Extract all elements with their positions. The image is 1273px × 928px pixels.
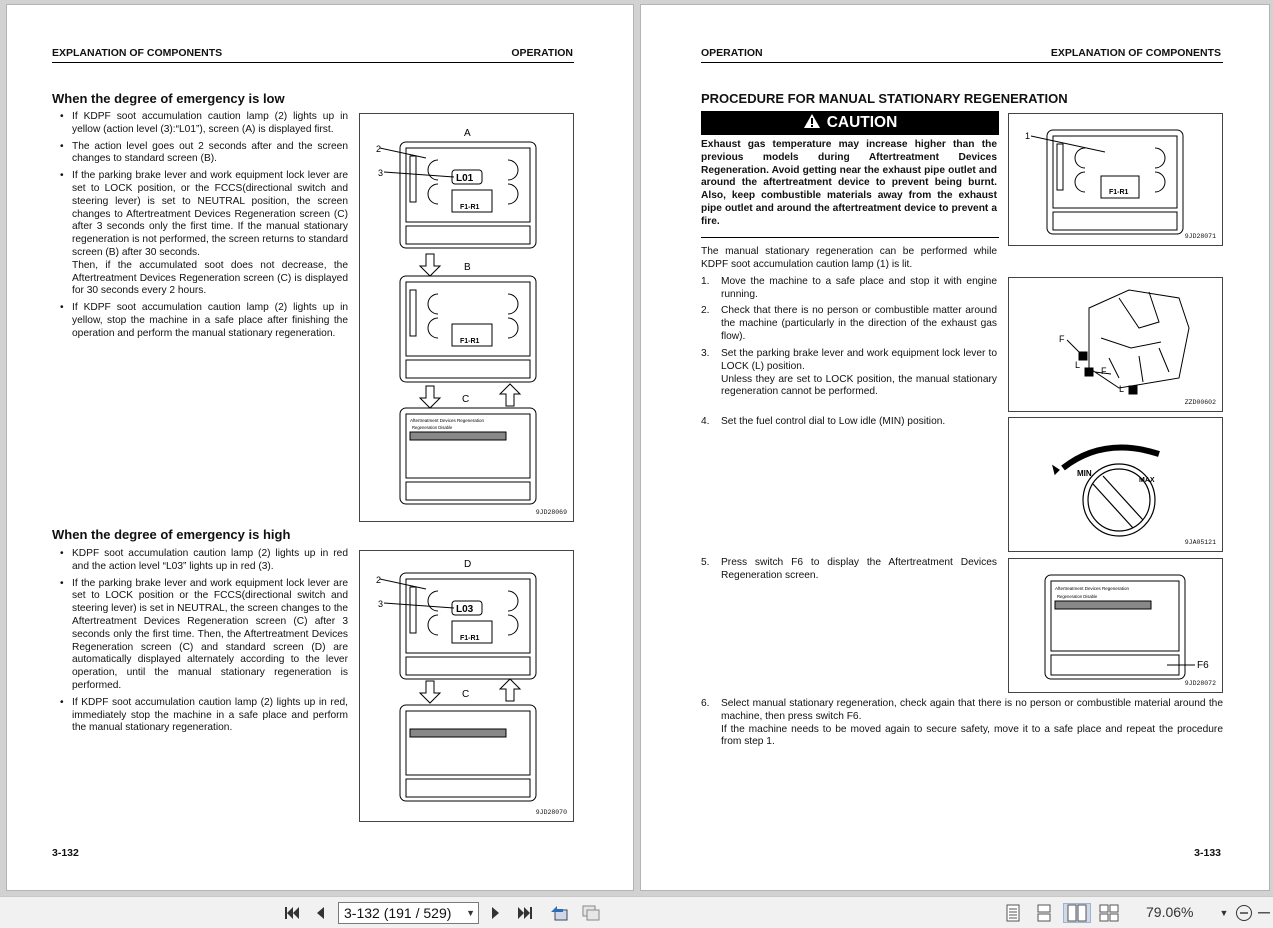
bullet-list-high [58, 548, 348, 739]
step-text-extra: Unless they are set to LOCK position, the manual stationary regeneration cannot be performed. [721, 373, 997, 398]
fig3-drawing [1009, 418, 1223, 552]
figure-fuel-dial [1008, 417, 1223, 552]
section-title-high: When the degree of emergency is high [52, 527, 291, 542]
step-text: Set the fuel control dial to Low idle (MIN) position. [721, 416, 946, 427]
last-page-icon[interactable] [514, 903, 536, 923]
page-number-field[interactable] [338, 902, 479, 924]
warning-triangle-icon [803, 113, 821, 134]
fig2-drawing [1009, 278, 1223, 412]
figure-levers [1008, 277, 1223, 412]
bullet-extra: Then, if the accumulated soot does not decrease, the Aftertreatment Devices Regeneration screen (C) is displayed for 30 seconds every 2 hours. [72, 259, 348, 297]
caution-banner [701, 111, 999, 135]
page-number: 3-132 [52, 847, 79, 859]
prev-page-icon[interactable] [310, 903, 330, 923]
min-label: MIN [1077, 469, 1092, 478]
figure-id: 9JD28070 [535, 809, 567, 816]
single-page-icon[interactable] [1003, 903, 1023, 923]
next-page-icon[interactable] [486, 903, 506, 923]
label-l: L [1119, 384, 1125, 394]
header-left: OPERATION [701, 47, 763, 59]
figure-monitor-lamp [1008, 113, 1223, 246]
gear-text-b: F1-R1 [460, 338, 480, 345]
left-page [6, 4, 634, 891]
right-page [640, 4, 1270, 891]
caution-text: Exhaust gas temperature may increase higher than the previous models during Aftertreatment Devices Regeneration. Avoid getting near the exhaust pipe outlet and around the aftertreatment device to prevent being burnt. Also, keep combustible materials away from the exhaust pipe outlet and around the aftertreatment device to prevent a fire. [701, 139, 997, 227]
f6-label: F6 [1197, 660, 1209, 671]
section-title-low: When the degree of emergency is low [52, 91, 285, 106]
zoom-out-icon[interactable] [1234, 903, 1254, 923]
step-text-main: Select manual stationary regeneration, check again that there is no person or combustible material around the machine, then press switch F6. [721, 698, 1223, 722]
gear-text: F1-R1 [460, 204, 480, 211]
level-text: L01 [456, 173, 474, 184]
caution-rule [701, 237, 999, 238]
callout-2: 2 [376, 575, 382, 585]
bullet-item: • The action level goes out 2 seconds after and the screen changes to standard screen (B). [58, 141, 348, 167]
step-text-main: Set the parking brake lever and work equipment lock lever to LOCK (L) position. [721, 348, 997, 372]
figure-regen-screen [1008, 558, 1223, 693]
step-text: Move the machine to a safe place and stop it with engine running. [721, 276, 997, 300]
zoom-level[interactable]: 79.06% [1146, 904, 1194, 920]
level-text: L03 [456, 604, 474, 615]
previous-view-icon[interactable] [548, 903, 570, 923]
step-text-extra: If the machine needs to be moved again to secure safety, move it to a safe place and repeat the procedure from step 1. [721, 723, 1223, 748]
step-number: 2. [701, 305, 710, 316]
section-title: PROCEDURE FOR MANUAL STATIONARY REGENERATION [701, 91, 1068, 106]
regen-sub: Regeneration Disable [1057, 594, 1098, 599]
facing-icon[interactable] [1063, 903, 1091, 923]
label-f: F [1059, 334, 1065, 344]
header-right: OPERATION [511, 47, 573, 59]
figure-id: 9JA05121 [1184, 539, 1216, 546]
header-rule [52, 62, 574, 63]
bullet-item: • If KDPF soot accumulation caution lamp (2) lights up in yellow, stop the machine in a safe place after finishing the operation and perform the manual stationary regeneration. [58, 302, 348, 340]
step-number: 3. [701, 348, 710, 359]
continuous-icon[interactable] [1034, 903, 1054, 923]
figure-emergency-low [359, 113, 574, 522]
first-page-icon[interactable] [282, 903, 302, 923]
callout-3: 3 [378, 168, 384, 178]
label-f: F [1101, 366, 1107, 376]
bullet-item: • If KDPF soot accumulation caution lamp (2) lights up in red, immediately stop the machine in a safe place and perform the manual stationary regeneration. [58, 697, 348, 735]
regen-title: Aftertreatment Devices Regeneration [410, 418, 485, 423]
zoom-slider-icon[interactable] [1257, 903, 1271, 923]
bullet-item: • If KDPF soot accumulation caution lamp (2) lights up in yellow (action level (3):“L01”), screen (A) is displayed first. [58, 111, 348, 137]
callout-3: 3 [378, 599, 384, 609]
step-text [721, 698, 1223, 749]
fig1-drawing [1009, 114, 1223, 246]
bullet-item: • If the parking brake lever and work equipment lock lever are set to LOCK position or the FCCS(directional switch and steering lever) is set in NEUTRAL, the screen changes to the Aftertreatment Devices Regeneration screen (C) after 3 seconds only the first time. Then, the Aftertreatment Devices Regeneration screen (C) and standard screen (D) are automatically displayed alternately according to the lever operation, until the manual stationary regeneration is performed. [58, 578, 348, 693]
figure-id: 9JD28071 [1184, 233, 1216, 240]
step-text [721, 348, 997, 399]
bullet-item [58, 170, 348, 298]
callout-2: 2 [376, 144, 382, 154]
callout-1: 1 [1025, 131, 1031, 141]
header-left: EXPLANATION OF COMPONENTS [52, 47, 223, 59]
label-c: C [462, 689, 470, 700]
figure-high-drawing [360, 551, 574, 822]
figure-id: 9JD28069 [535, 509, 567, 516]
header-right: EXPLANATION OF COMPONENTS [1050, 47, 1221, 59]
step-number: 6. [701, 698, 710, 709]
step-number: 5. [701, 557, 710, 568]
gear-text: F1-R1 [1109, 189, 1129, 196]
label-d: D [464, 559, 472, 570]
regen-sub: Regeneration Disable [412, 425, 453, 430]
chevron-down-icon[interactable]: ▼ [466, 908, 475, 918]
figure-emergency-high [359, 550, 574, 822]
max-label: MAX [1139, 477, 1155, 484]
bullet-list-low [58, 111, 348, 345]
label-c: C [462, 394, 470, 405]
figure-id: 9JD28072 [1184, 680, 1216, 687]
regen-title: Aftertreatment Devices Regeneration [1055, 586, 1130, 591]
gear-text: F1-R1 [460, 635, 480, 642]
caution-label: CAUTION [826, 114, 898, 131]
page-number: 3-133 [1194, 847, 1221, 859]
step-number: 4. [701, 416, 710, 427]
figure-id: ZZD00602 [1184, 399, 1216, 406]
label-a: A [464, 128, 471, 139]
intro-text: The manual stationary regeneration can be performed while KDPF soot accumulation caution lamp (1) is lit. [701, 246, 997, 270]
next-view-icon[interactable] [580, 903, 602, 923]
fig4-drawing [1009, 559, 1223, 693]
bullet-item: • KDPF soot accumulation caution lamp (2) lights up in red and the action level “L03” lights up in red (3). [58, 548, 348, 574]
zoom-dropdown-icon[interactable]: ▼ [1219, 908, 1229, 918]
bullet-text: If the parking brake lever and work equipment lock lever are set to LOCK position, or the FCCS(directional switch and steering lever) is set to NEUTRAL position, the screen changes to Aftertreatment Devices Regeneration screen (C) after 3 seconds only the first time. If the manual stationary regeneration is not performed, the screen returns to standard screen (B) after 30 seconds. [72, 170, 348, 258]
label-l: L [1075, 360, 1081, 370]
step-text: Press switch F6 to display the Aftertreatment Devices Regeneration screen. [721, 557, 997, 581]
step-number: 1. [701, 276, 710, 287]
page-field-text: 3-132 (191 / 529) [344, 905, 452, 921]
figure-low-drawing [360, 114, 574, 522]
label-b: B [464, 262, 471, 273]
viewer-toolbar [0, 896, 1273, 928]
header-rule [701, 62, 1223, 63]
step-text: Check that there is no person or combustible matter around the machine (particularly in the direction of the exhaust gas flow). [721, 305, 997, 342]
continuous-facing-icon[interactable] [1098, 903, 1120, 923]
